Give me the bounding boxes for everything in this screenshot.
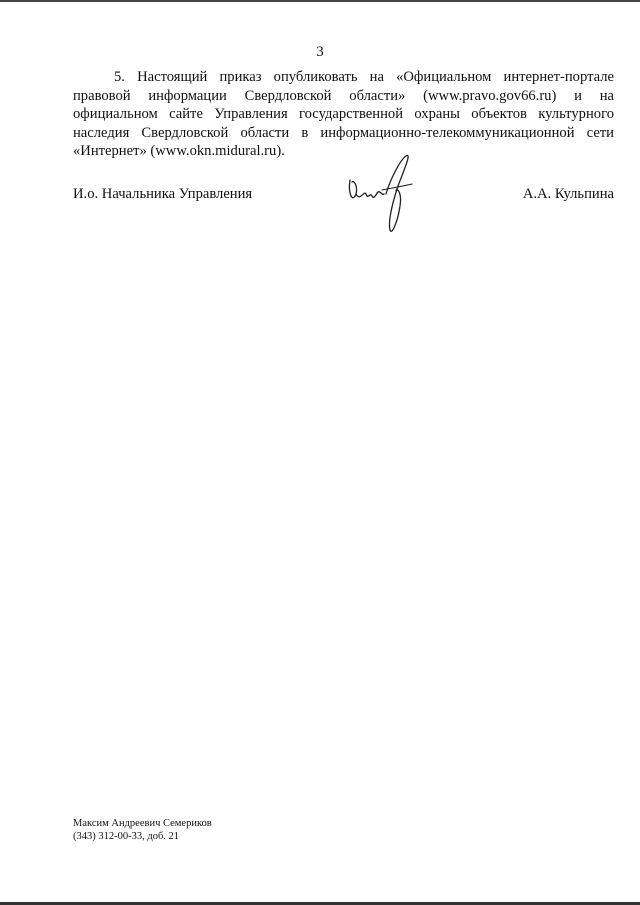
publication-paragraph: 5. Настоящий приказ опубликовать на «Официальном интернет-портале правовой информации Свердловской области» (www.pravo.gov66.ru) и на официальном сайте Управления государственной охраны объектов культурного наследия Свердловской области в информационно-телекоммуникационной сети «Интернет» (www.okn.midural.ru).: [73, 69, 614, 159]
contact-name: Максим Андреевич Семериков: [73, 818, 212, 829]
signer-name: А.А. Кульпина: [522, 186, 614, 202]
page-number: 3: [316, 44, 324, 60]
handwritten-signature: [342, 150, 422, 240]
scan-edge-top: [0, 0, 640, 2]
contact-block: [73, 817, 212, 843]
signer-title: И.о. Начальника Управления: [73, 186, 253, 202]
contact-phone: (343) 312-00-33, доб. 21: [73, 831, 180, 842]
